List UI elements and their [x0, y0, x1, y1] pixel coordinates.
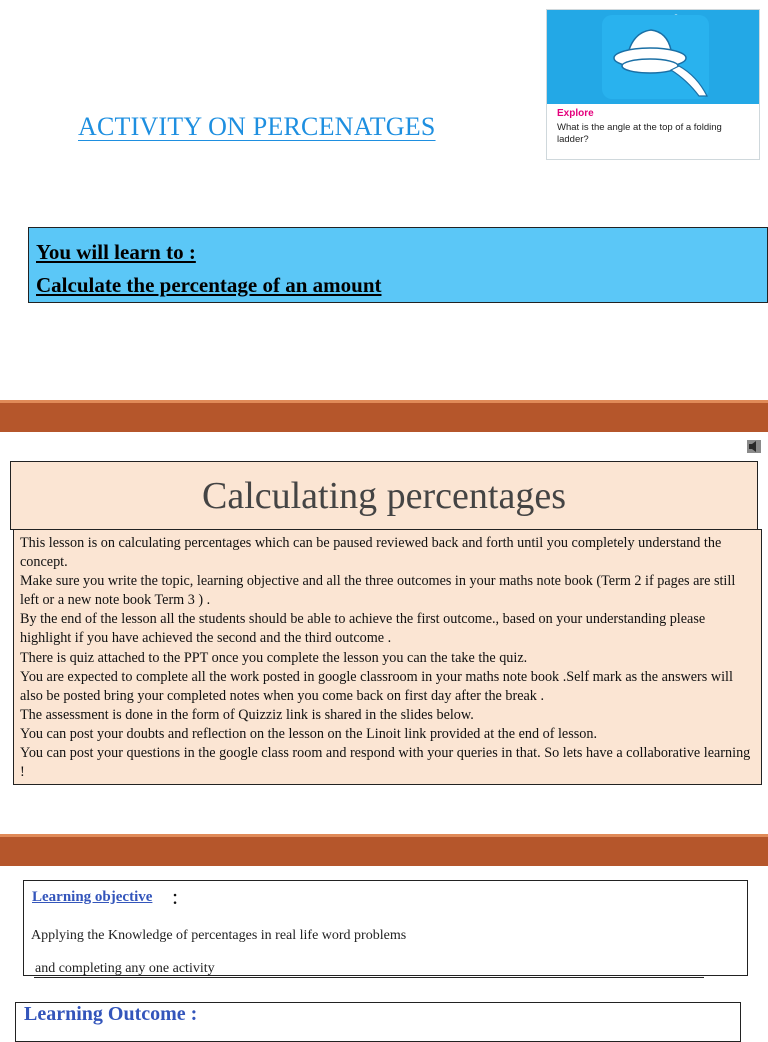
learning-objective-heading[interactable]: Learning objective: [32, 889, 153, 905]
instruction-paragraph: This lesson is on calculating percentages which can be paused reviewed back and forth until you completely understand the concept.: [20, 535, 722, 571]
learn-heading: You will learn to :: [36, 240, 196, 264]
heading-colon: :: [172, 884, 179, 909]
instruction-paragraph: You can post your doubts and reflection on the lesson on the Linoit link provided at the end of lesson.: [20, 725, 598, 742]
slide-divider-bar: [0, 400, 768, 432]
learning-outcome-heading: Learning Outcome :: [24, 1003, 198, 1025]
slide-title: Calculating percentages: [201, 475, 566, 517]
lesson-instructions: [13, 529, 762, 785]
calculating-title-box: [10, 461, 758, 530]
instruction-paragraph: By the end of the lesson all the students should be able to achieve the first outcome., based on your understanding please highlight if you have achieved the second and the third outcome .: [20, 611, 706, 647]
slide-divider-bar: [0, 834, 768, 866]
objective-text: and completing any one activity: [35, 961, 215, 976]
instruction-paragraph: The assessment is done in the form of Quizziz link is shared in the slides below.: [20, 706, 474, 723]
explore-card: [546, 9, 760, 160]
learn-goal: Calculate the percentage of an amount: [36, 273, 382, 297]
underline-rule: [34, 977, 704, 978]
speaker-icon[interactable]: [747, 440, 761, 453]
explore-question: What is the angle at the top of a folding ladder?: [557, 122, 722, 145]
instruction-paragraph: Make sure you write the topic, learning objective and all the three outcomes in your maths note book (Term 2 if pages are still left or a new note book Term 3 ) .: [20, 573, 736, 609]
instruction-paragraph: You can post your questions in the google class room and respond with your queries in that. So lets have a collaborative learning !: [20, 745, 751, 781]
explore-label: Explore: [557, 108, 594, 119]
activity-title: ACTIVITY ON PERCENATGES: [78, 112, 436, 141]
objective-text: Applying the Knowledge of percentages in real life word problems: [31, 928, 407, 943]
learning-outcome-box: [15, 1002, 741, 1042]
learning-objective-box: [23, 880, 748, 976]
learn-to-box: [28, 227, 768, 303]
instruction-paragraph: There is quiz attached to the PPT once you complete the lesson you can the take the quiz.: [20, 649, 528, 666]
instruction-paragraph: You are expected to complete all the work posted in google classroom in your maths note book .Self mark as the answers will also be posted bring your completed notes when you come back on first day after the break .: [20, 668, 733, 704]
ufo-illustration: [547, 10, 759, 104]
